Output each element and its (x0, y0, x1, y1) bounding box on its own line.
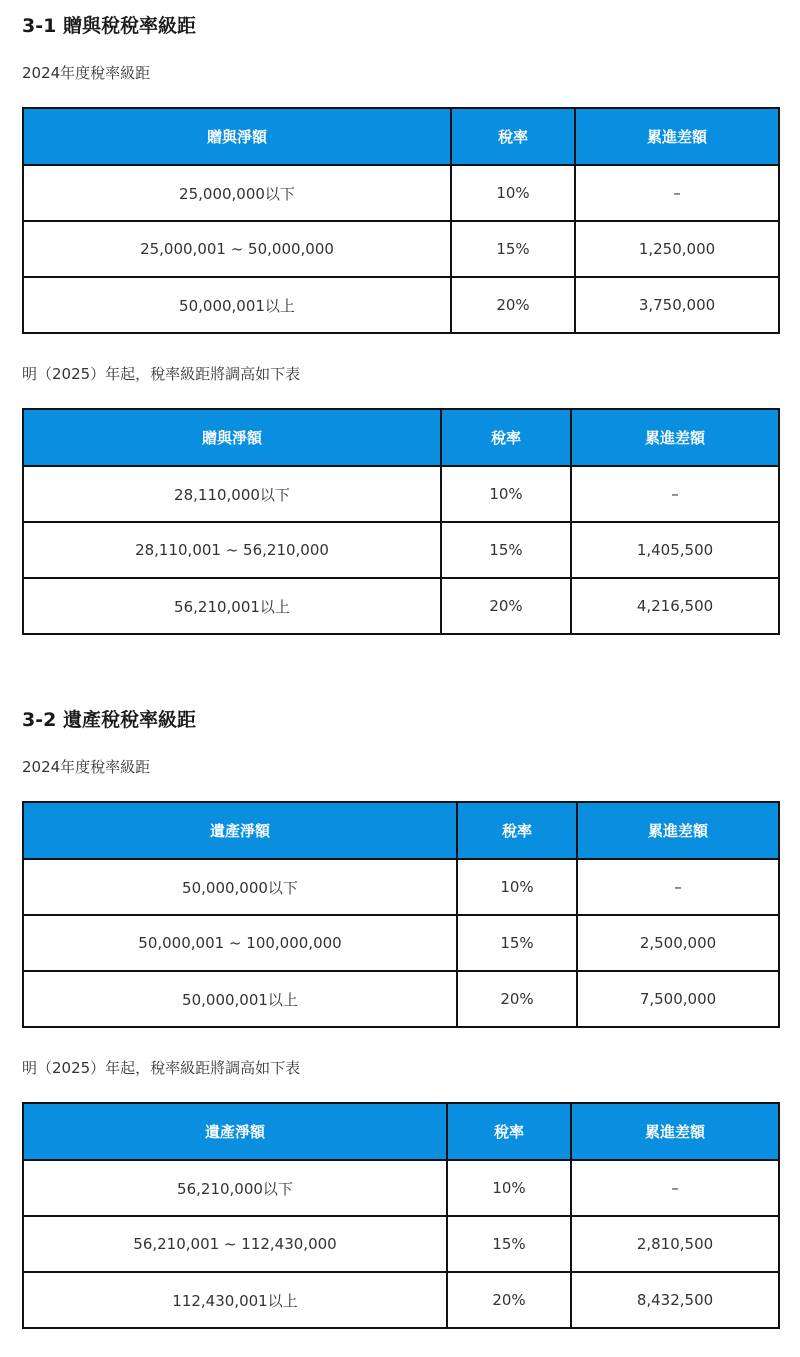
cell-rate: 10% (457, 859, 577, 915)
section-title-estate-tax: 3-2 遺產稅稅率級距 (22, 709, 196, 731)
table-row (23, 915, 779, 971)
cell-progressive-difference: 8,432,500 (571, 1272, 779, 1328)
table-row (23, 277, 779, 333)
table-row (23, 522, 779, 578)
cell-progressive-difference: 4,216,500 (571, 578, 779, 634)
table-header-row (23, 802, 779, 859)
table-caption: 明（2025）年起，稅率級距將調高如下表 (22, 365, 301, 383)
table-row (23, 1216, 779, 1272)
cell-progressive-difference: 7,500,000 (577, 971, 779, 1027)
section-title-gift-tax: 3-1 贈與稅稅率級距 (22, 15, 196, 37)
estate-tax-table-2024 (22, 801, 780, 1028)
table-header-row (23, 1103, 779, 1160)
cell-progressive-difference: 1,405,500 (571, 522, 779, 578)
header-progressive-difference: 累進差額 (571, 409, 779, 466)
cell-progressive-difference: – (571, 466, 779, 522)
cell-progressive-difference: 2,500,000 (577, 915, 779, 971)
table-row (23, 578, 779, 634)
cell-progressive-difference: 2,810,500 (571, 1216, 779, 1272)
cell-rate: 15% (441, 522, 571, 578)
table-row (23, 859, 779, 915)
cell-net-amount: 50,000,000以下 (23, 859, 457, 915)
cell-rate: 10% (451, 165, 575, 221)
cell-rate: 10% (447, 1160, 571, 1216)
cell-rate: 15% (447, 1216, 571, 1272)
cell-net-amount: 56,210,000以下 (23, 1160, 447, 1216)
table-caption: 明（2025）年起，稅率級距將調高如下表 (22, 1059, 301, 1077)
cell-rate: 20% (457, 971, 577, 1027)
cell-rate: 10% (441, 466, 571, 522)
header-progressive-difference: 累進差額 (577, 802, 779, 859)
cell-progressive-difference: – (577, 859, 779, 915)
cell-rate: 15% (457, 915, 577, 971)
table-caption: 2024年度稅率級距 (22, 758, 151, 776)
cell-rate: 20% (441, 578, 571, 634)
cell-net-amount: 50,000,001 ~ 100,000,000 (23, 915, 457, 971)
header-rate: 稅率 (447, 1103, 571, 1160)
cell-progressive-difference: – (571, 1160, 779, 1216)
cell-net-amount: 28,110,000以下 (23, 466, 441, 522)
cell-net-amount: 25,000,000以下 (23, 165, 451, 221)
cell-net-amount: 56,210,001以上 (23, 578, 441, 634)
cell-net-amount: 50,000,001以上 (23, 971, 457, 1027)
cell-net-amount: 112,430,001以上 (23, 1272, 447, 1328)
header-progressive-difference: 累進差額 (575, 108, 779, 165)
cell-net-amount: 56,210,001 ~ 112,430,000 (23, 1216, 447, 1272)
cell-net-amount: 50,000,001以上 (23, 277, 451, 333)
cell-rate: 20% (447, 1272, 571, 1328)
header-rate: 稅率 (441, 409, 571, 466)
cell-progressive-difference: – (575, 165, 779, 221)
header-rate: 稅率 (451, 108, 575, 165)
header-net-amount: 遺產淨額 (23, 1103, 447, 1160)
header-progressive-difference: 累進差額 (571, 1103, 779, 1160)
cell-rate: 15% (451, 221, 575, 277)
table-row (23, 221, 779, 277)
estate-tax-table-2025 (22, 1102, 780, 1329)
table-header-row (23, 108, 779, 165)
gift-tax-table-2024 (22, 107, 780, 334)
cell-rate: 20% (451, 277, 575, 333)
table-row (23, 1160, 779, 1216)
header-net-amount: 遺產淨額 (23, 802, 457, 859)
table-caption: 2024年度稅率級距 (22, 64, 151, 82)
header-net-amount: 贈與淨額 (23, 409, 441, 466)
gift-tax-table-2025 (22, 408, 780, 635)
table-row (23, 165, 779, 221)
table-row (23, 466, 779, 522)
cell-net-amount: 28,110,001 ~ 56,210,000 (23, 522, 441, 578)
header-rate: 稅率 (457, 802, 577, 859)
table-row (23, 1272, 779, 1328)
table-row (23, 971, 779, 1027)
header-net-amount: 贈與淨額 (23, 108, 451, 165)
cell-progressive-difference: 3,750,000 (575, 277, 779, 333)
cell-net-amount: 25,000,001 ~ 50,000,000 (23, 221, 451, 277)
table-header-row (23, 409, 779, 466)
cell-progressive-difference: 1,250,000 (575, 221, 779, 277)
